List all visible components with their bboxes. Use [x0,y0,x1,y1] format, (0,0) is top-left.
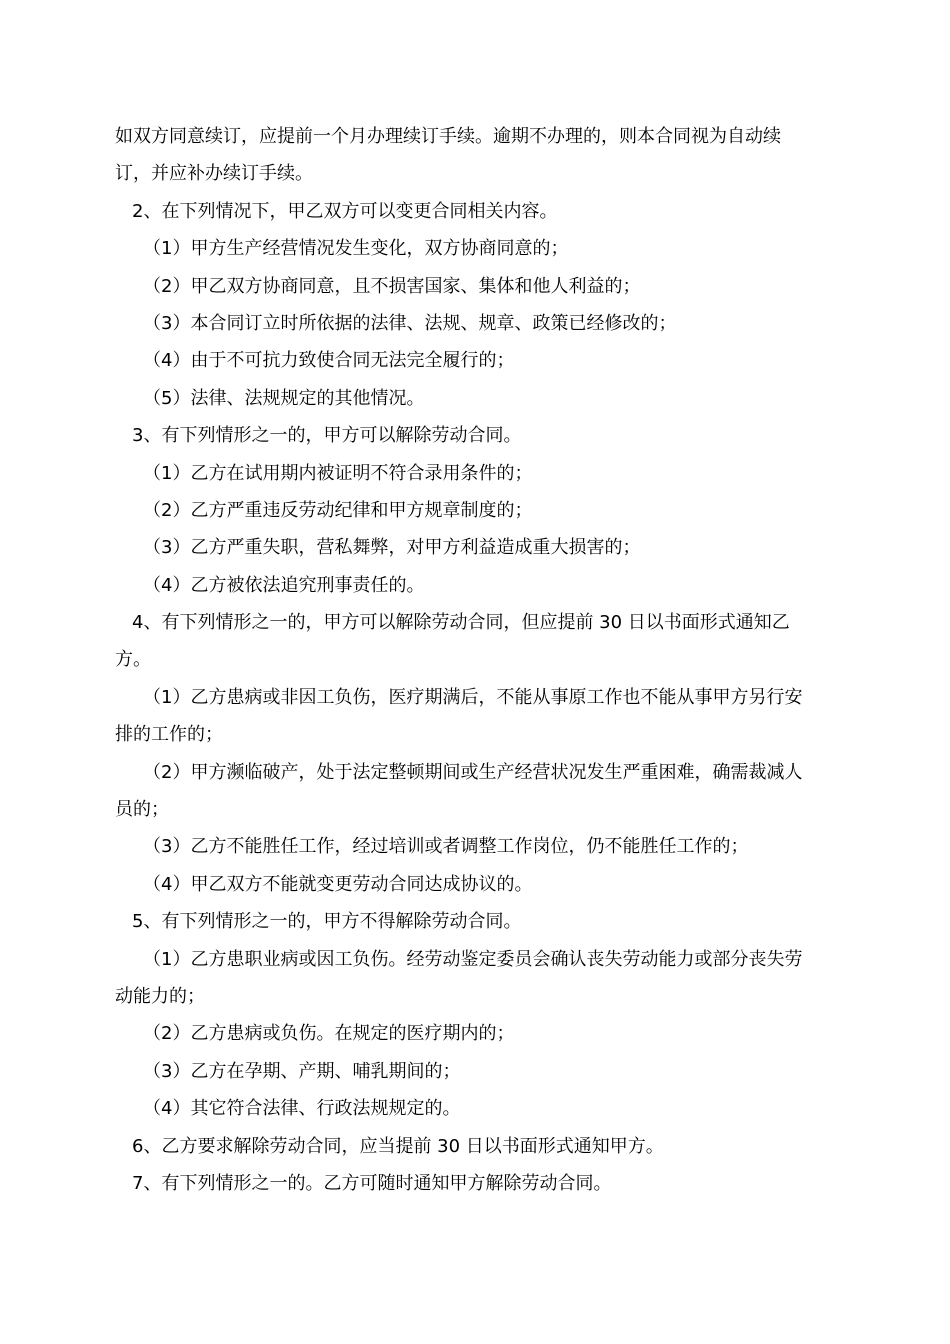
clause-item: （1）乙方在试用期内被证明不符合录用条件的； [143,462,533,484]
clause-item: （3）乙方严重失职，营私舞弊，对甲方利益造成重大损害的； [143,537,641,559]
text-line: 排的工作的； [115,724,223,746]
clause-heading: 4、有下列情形之一的，甲方可以解除劳动合同，但应提前 30 日以书面形式通知乙 [132,612,790,634]
clause-item: （4）由于不可抗力致使合同无法完全履行的； [143,350,515,372]
clause-item: （4）其它符合法律、行政法规规定的。 [143,1098,461,1120]
clause-heading: 6、乙方要求解除劳动合同，应当提前 30 日以书面形式通知甲方。 [132,1135,664,1157]
clause-item: （2）甲乙双方协商同意，且不损害国家、集体和他人利益的； [143,275,641,297]
clause-item: （3）本合同订立时所依据的法律、法规、规章、政策已经修改的； [143,312,677,334]
text-line: 如双方同意续订，应提前一个月办理续订手续。逾期不办理的，则本合同视为自动续 [115,126,781,147]
clause-item: （2）甲方濒临破产，处于法定整顿期间或生产经营状况发生严重困难，确需裁减人 [143,761,803,783]
clause-item: （2）乙方严重违反劳动纪律和甲方规章制度的； [143,499,533,521]
clause-item: （2）乙方患病或负伤。在规定的医疗期内的； [143,1023,515,1045]
text-line: 员的； [115,799,169,821]
clause-item: （1）乙方患病或非因工负伤，医疗期满后，不能从事原工作也不能从事甲方另行安 [143,686,803,708]
clause-item: （4）甲乙双方不能就变更劳动合同达成协议的。 [143,873,533,895]
clause-heading: 2、在下列情况下，甲乙双方可以变更合同相关内容。 [132,200,558,222]
document-body [115,118,845,1202]
text-line: 方。 [115,649,151,671]
clause-heading: 7、有下列情形之一的。乙方可随时通知甲方解除劳动合同。 [132,1172,612,1194]
clause-heading: 5、有下列情形之一的，甲方不得解除劳动合同。 [132,911,522,933]
clause-item: （3）乙方在孕期、产期、哺乳期间的； [143,1060,461,1082]
text-line: 动能力的； [115,985,205,1007]
clause-item: （3）乙方不能胜任工作，经过培训或者调整工作岗位，仍不能胜任工作的； [143,836,749,858]
clause-item: （1）甲方生产经营情况发生变化，双方协商同意的； [143,238,569,260]
clause-item: （1）乙方患职业病或因工负伤。经劳动鉴定委员会确认丧失劳动能力或部分丧失劳 [143,948,803,970]
clause-item: （5）法律、法规规定的其他情况。 [143,387,425,409]
clause-item: （4）乙方被依法追究刑事责任的。 [143,574,425,596]
text-line: 订，并应补办续订手续。 [115,163,313,185]
clause-heading: 3、有下列情形之一的，甲方可以解除劳动合同。 [132,425,522,447]
